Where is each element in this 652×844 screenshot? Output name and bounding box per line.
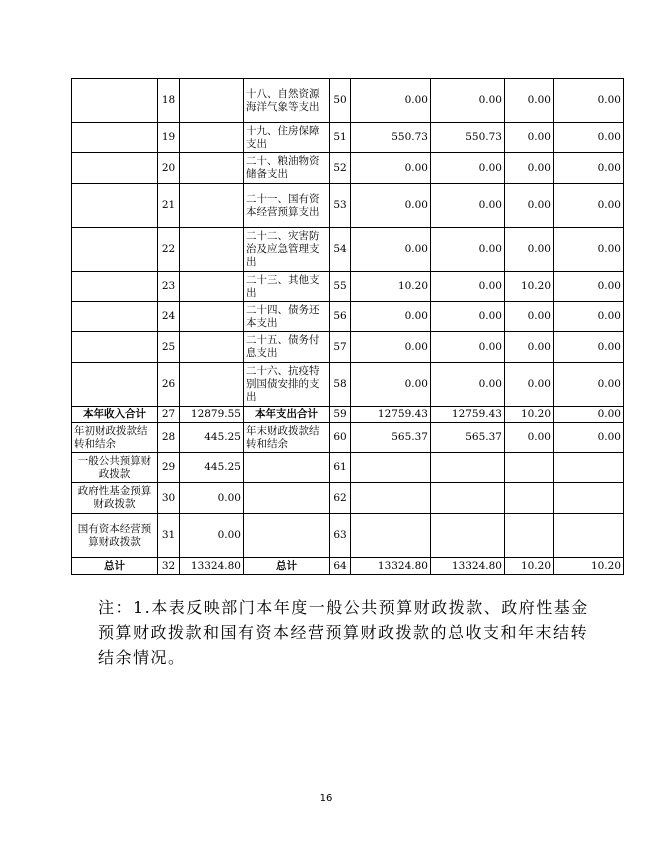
total-amount-cell bbox=[351, 483, 431, 514]
general-budget-amount-cell: 0.00 bbox=[431, 228, 505, 272]
table-row bbox=[72, 453, 624, 483]
state-capital-amount-cell: 0.00 bbox=[554, 228, 624, 272]
income-amount-cell bbox=[180, 123, 244, 153]
income-amount-cell bbox=[180, 153, 244, 184]
income-row-number: 23 bbox=[158, 272, 180, 302]
table-row bbox=[72, 332, 624, 363]
income-amount-cell bbox=[180, 302, 244, 332]
income-amount-cell bbox=[180, 228, 244, 272]
income-amount-cell: 13324.80 bbox=[180, 558, 244, 575]
income-row-number: 24 bbox=[158, 302, 180, 332]
income-item-cell bbox=[72, 363, 158, 407]
general-budget-amount-cell bbox=[431, 483, 505, 514]
table-row bbox=[72, 558, 624, 575]
expense-row-number: 64 bbox=[330, 558, 351, 575]
total-amount-cell: 0.00 bbox=[351, 79, 431, 123]
table-row bbox=[72, 123, 624, 153]
expense-item-cell: 二十五、债务付息支出 bbox=[244, 332, 330, 363]
state-capital-amount-cell: 0.00 bbox=[554, 363, 624, 407]
fund-budget-amount-cell: 0.00 bbox=[505, 123, 554, 153]
total-amount-cell bbox=[351, 453, 431, 483]
expense-row-number: 62 bbox=[330, 483, 351, 514]
expense-row-number: 51 bbox=[330, 123, 351, 153]
general-budget-amount-cell: 0.00 bbox=[431, 272, 505, 302]
income-row-number: 31 bbox=[158, 514, 180, 558]
income-amount-cell: 0.00 bbox=[180, 514, 244, 558]
income-row-number: 29 bbox=[158, 453, 180, 483]
state-capital-amount-cell: 0.00 bbox=[554, 153, 624, 184]
general-budget-amount-cell: 550.73 bbox=[431, 123, 505, 153]
income-item-cell: 本年收入合计 bbox=[72, 407, 158, 423]
income-item-cell bbox=[72, 79, 158, 123]
expense-item-cell bbox=[244, 483, 330, 514]
table-row bbox=[72, 514, 624, 558]
expense-item-cell: 二十一、国有资本经营预算支出 bbox=[244, 184, 330, 228]
fund-budget-amount-cell bbox=[505, 483, 554, 514]
expense-row-number: 52 bbox=[330, 153, 351, 184]
fund-budget-amount-cell: 0.00 bbox=[505, 302, 554, 332]
page-number: 16 bbox=[319, 793, 333, 804]
expense-row-number: 63 bbox=[330, 514, 351, 558]
table-row bbox=[72, 228, 624, 272]
table-footnote: 注：1.本表反映部门本年度一般公共预算财政拨款、政府性基金预算财政拨款和国有资本经营预算财政拨款的总收支和年末结转结余情况。 bbox=[98, 598, 589, 667]
fund-budget-amount-cell: 0.00 bbox=[505, 423, 554, 453]
table-row bbox=[72, 79, 624, 123]
expense-item-cell: 本年支出合计 bbox=[244, 407, 330, 423]
income-row-number: 22 bbox=[158, 228, 180, 272]
total-amount-cell: 0.00 bbox=[351, 184, 431, 228]
expense-item-cell: 二十、粮油物资储备支出 bbox=[244, 153, 330, 184]
income-item-cell bbox=[72, 184, 158, 228]
income-item-cell: 年初财政拨款结转和结余 bbox=[72, 423, 158, 453]
table-row bbox=[72, 302, 624, 332]
expense-row-number: 54 bbox=[330, 228, 351, 272]
income-amount-cell bbox=[180, 332, 244, 363]
table-row bbox=[72, 184, 624, 228]
income-item-cell: 总计 bbox=[72, 558, 158, 575]
table-row bbox=[72, 423, 624, 453]
expense-item-cell bbox=[244, 514, 330, 558]
expense-row-number: 50 bbox=[330, 79, 351, 123]
expense-row-number: 57 bbox=[330, 332, 351, 363]
income-amount-cell: 12879.55 bbox=[180, 407, 244, 423]
general-budget-amount-cell: 12759.43 bbox=[431, 407, 505, 423]
expense-item-cell: 二十三、其他支出 bbox=[244, 272, 330, 302]
income-row-number: 21 bbox=[158, 184, 180, 228]
general-budget-amount-cell: 0.00 bbox=[431, 184, 505, 228]
fund-budget-amount-cell: 0.00 bbox=[505, 332, 554, 363]
income-amount-cell: 445.25 bbox=[180, 453, 244, 483]
income-row-number: 19 bbox=[158, 123, 180, 153]
state-capital-amount-cell: 0.00 bbox=[554, 407, 624, 423]
income-row-number: 20 bbox=[158, 153, 180, 184]
general-budget-amount-cell: 0.00 bbox=[431, 153, 505, 184]
income-item-cell bbox=[72, 153, 158, 184]
fund-budget-amount-cell: 10.20 bbox=[505, 272, 554, 302]
income-row-number: 25 bbox=[158, 332, 180, 363]
income-amount-cell bbox=[180, 79, 244, 123]
income-item-cell bbox=[72, 272, 158, 302]
fund-budget-amount-cell bbox=[505, 514, 554, 558]
expense-row-number: 60 bbox=[330, 423, 351, 453]
fund-budget-amount-cell: 10.20 bbox=[505, 558, 554, 575]
income-amount-cell bbox=[180, 363, 244, 407]
expense-row-number: 59 bbox=[330, 407, 351, 423]
income-item-cell bbox=[72, 228, 158, 272]
state-capital-amount-cell: 0.00 bbox=[554, 184, 624, 228]
total-amount-cell: 10.20 bbox=[351, 272, 431, 302]
expense-item-cell: 十九、住房保障支出 bbox=[244, 123, 330, 153]
fund-budget-amount-cell: 0.00 bbox=[505, 228, 554, 272]
expense-row-number: 61 bbox=[330, 453, 351, 483]
total-amount-cell: 0.00 bbox=[351, 302, 431, 332]
table-row bbox=[72, 483, 624, 514]
income-row-number: 18 bbox=[158, 79, 180, 123]
income-row-number: 28 bbox=[158, 423, 180, 453]
general-budget-amount-cell: 565.37 bbox=[431, 423, 505, 453]
total-amount-cell: 550.73 bbox=[351, 123, 431, 153]
state-capital-amount-cell bbox=[554, 453, 624, 483]
expense-item-cell bbox=[244, 453, 330, 483]
general-budget-amount-cell bbox=[431, 514, 505, 558]
income-item-cell bbox=[72, 332, 158, 363]
total-amount-cell: 0.00 bbox=[351, 363, 431, 407]
income-row-number: 26 bbox=[158, 363, 180, 407]
general-budget-amount-cell: 0.00 bbox=[431, 79, 505, 123]
income-item-cell: 一般公共预算财政拨款 bbox=[72, 453, 158, 483]
budget-table-wrapper bbox=[71, 78, 624, 575]
table-row bbox=[72, 363, 624, 407]
total-amount-cell: 565.37 bbox=[351, 423, 431, 453]
state-capital-amount-cell: 10.20 bbox=[554, 558, 624, 575]
general-budget-amount-cell bbox=[431, 453, 505, 483]
table-row bbox=[72, 153, 624, 184]
state-capital-amount-cell: 0.00 bbox=[554, 332, 624, 363]
state-capital-amount-cell: 0.00 bbox=[554, 423, 624, 453]
total-amount-cell: 0.00 bbox=[351, 228, 431, 272]
state-capital-amount-cell bbox=[554, 483, 624, 514]
income-item-cell bbox=[72, 123, 158, 153]
table-row bbox=[72, 407, 624, 423]
expense-row-number: 53 bbox=[330, 184, 351, 228]
expense-row-number: 58 bbox=[330, 363, 351, 407]
table-row bbox=[72, 272, 624, 302]
state-capital-amount-cell: 0.00 bbox=[554, 123, 624, 153]
expense-item-cell: 总计 bbox=[244, 558, 330, 575]
income-row-number: 32 bbox=[158, 558, 180, 575]
state-capital-amount-cell: 0.00 bbox=[554, 79, 624, 123]
fund-budget-amount-cell: 10.20 bbox=[505, 407, 554, 423]
income-item-cell: 政府性基金预算财政拨款 bbox=[72, 483, 158, 514]
income-amount-cell bbox=[180, 272, 244, 302]
general-budget-amount-cell: 0.00 bbox=[431, 363, 505, 407]
state-capital-amount-cell: 0.00 bbox=[554, 302, 624, 332]
general-budget-amount-cell: 0.00 bbox=[431, 332, 505, 363]
fund-budget-amount-cell: 0.00 bbox=[505, 153, 554, 184]
income-amount-cell bbox=[180, 184, 244, 228]
total-amount-cell: 0.00 bbox=[351, 153, 431, 184]
expense-item-cell: 二十六、抗疫特别国债安排的支出 bbox=[244, 363, 330, 407]
total-amount-cell: 0.00 bbox=[351, 332, 431, 363]
income-amount-cell: 445.25 bbox=[180, 423, 244, 453]
expense-item-cell: 十八、自然资源海洋气象等支出 bbox=[244, 79, 330, 123]
total-amount-cell bbox=[351, 514, 431, 558]
expense-row-number: 55 bbox=[330, 272, 351, 302]
fund-budget-amount-cell: 0.00 bbox=[505, 79, 554, 123]
income-row-number: 27 bbox=[158, 407, 180, 423]
fund-budget-amount-cell bbox=[505, 453, 554, 483]
income-amount-cell: 0.00 bbox=[180, 483, 244, 514]
income-row-number: 30 bbox=[158, 483, 180, 514]
income-item-cell: 国有资本经营预算财政拨款 bbox=[72, 514, 158, 558]
expense-item-cell: 年末财政拨款结转和结余 bbox=[244, 423, 330, 453]
budget-table bbox=[71, 78, 624, 575]
state-capital-amount-cell bbox=[554, 514, 624, 558]
expense-row-number: 56 bbox=[330, 302, 351, 332]
total-amount-cell: 13324.80 bbox=[351, 558, 431, 575]
income-item-cell bbox=[72, 302, 158, 332]
total-amount-cell: 12759.43 bbox=[351, 407, 431, 423]
fund-budget-amount-cell: 0.00 bbox=[505, 184, 554, 228]
general-budget-amount-cell: 13324.80 bbox=[431, 558, 505, 575]
fund-budget-amount-cell: 0.00 bbox=[505, 363, 554, 407]
expense-item-cell: 二十二、灾害防治及应急管理支出 bbox=[244, 228, 330, 272]
state-capital-amount-cell: 0.00 bbox=[554, 272, 624, 302]
expense-item-cell: 二十四、债务还本支出 bbox=[244, 302, 330, 332]
general-budget-amount-cell: 0.00 bbox=[431, 302, 505, 332]
